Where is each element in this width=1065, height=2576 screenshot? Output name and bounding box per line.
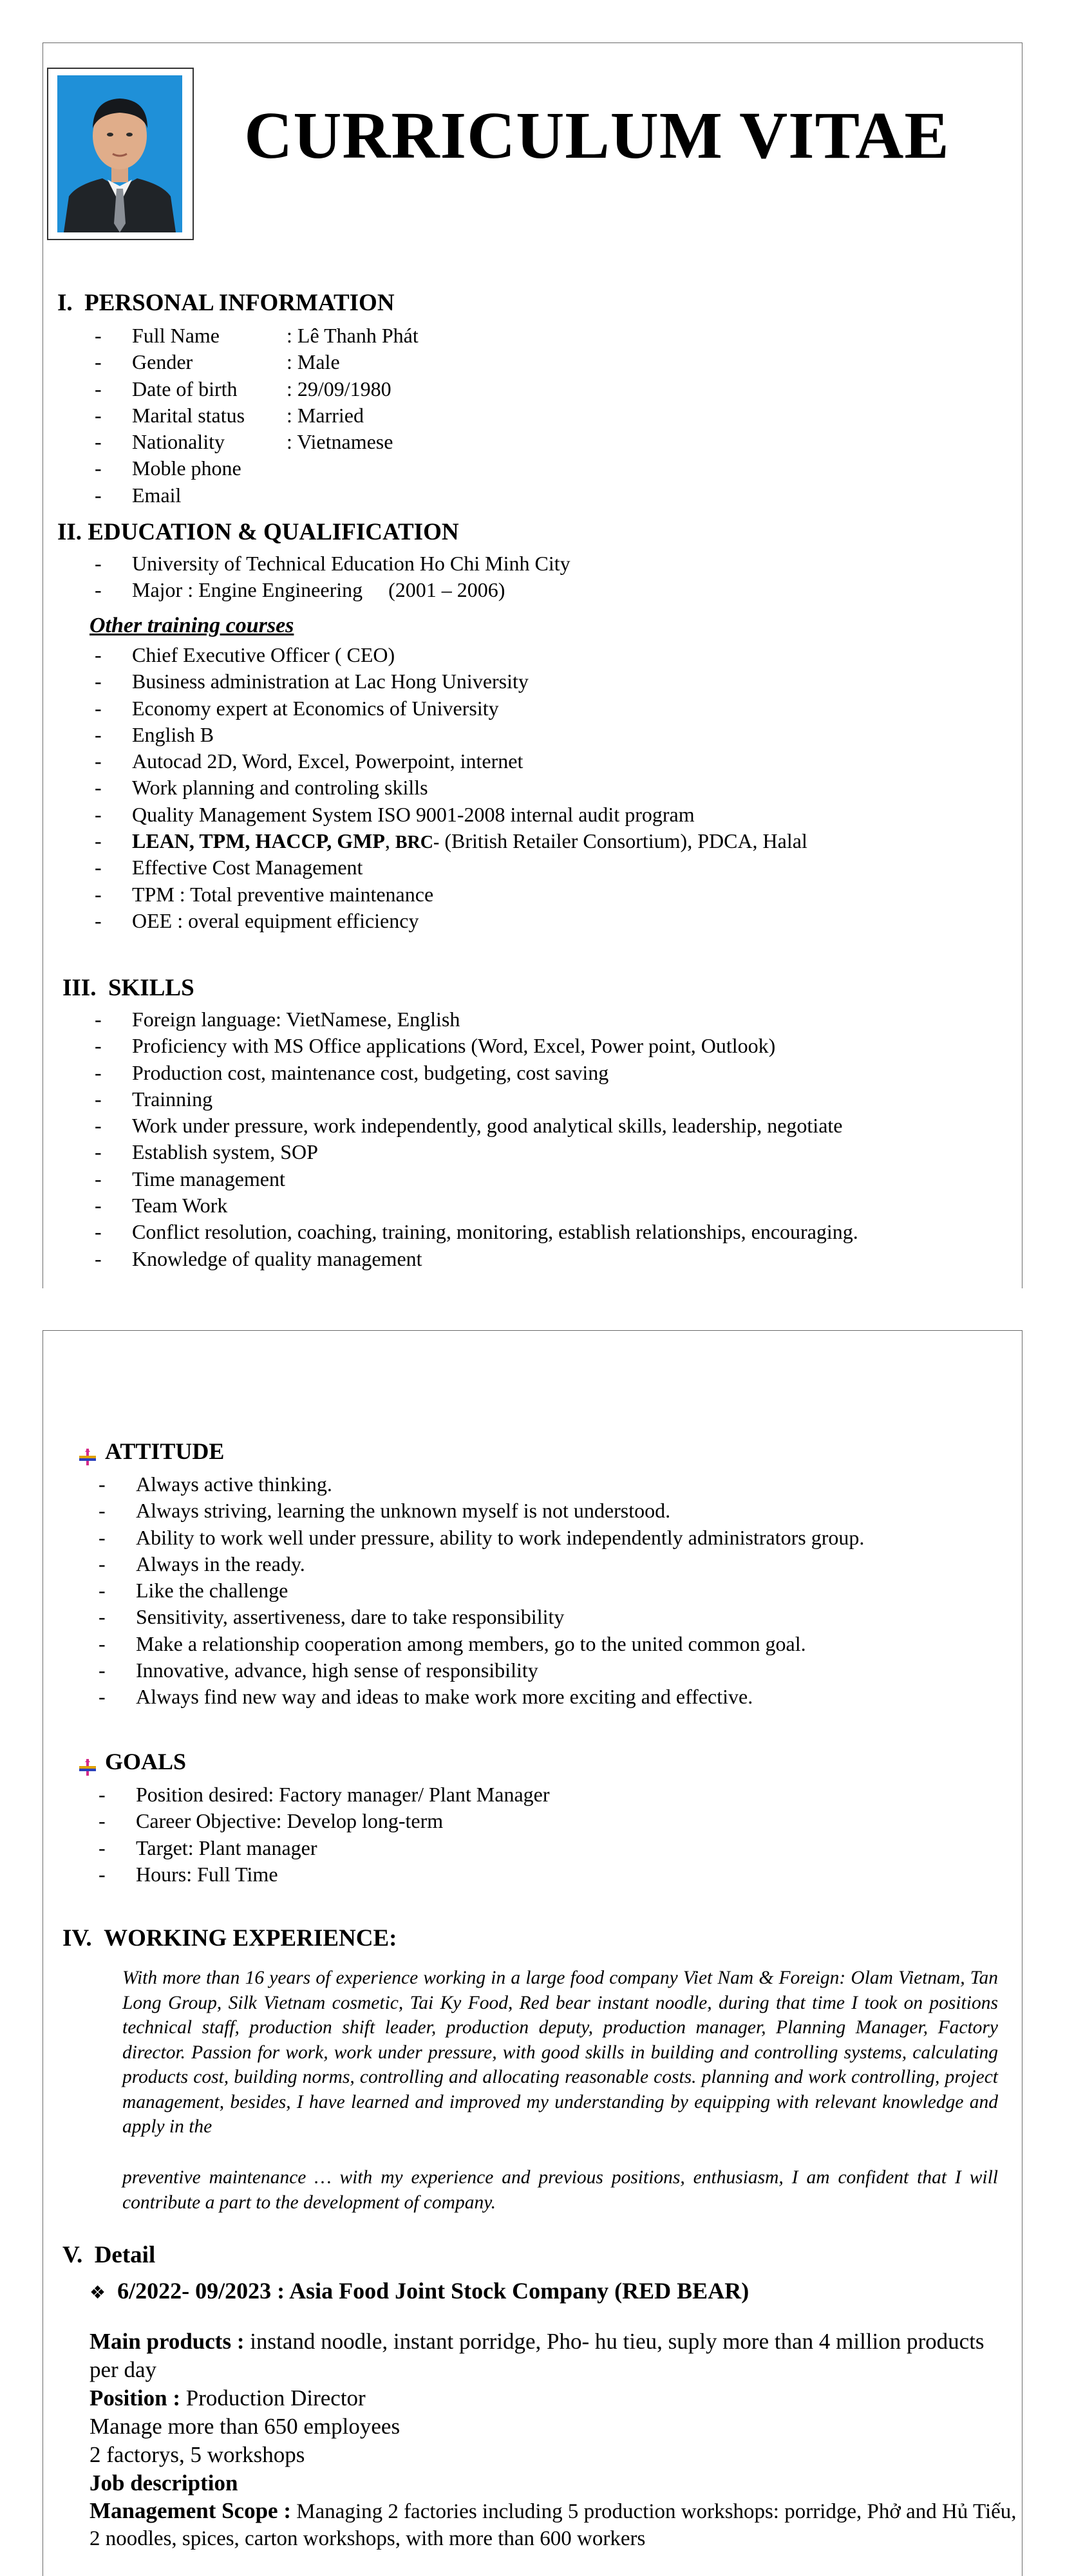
personal-info-list	[95, 323, 545, 509]
list-item: - TPM : Total preventive maintenance	[95, 882, 434, 906]
list-item: - Like the challenge	[99, 1579, 288, 1603]
list-item: - Make a relationship cooperation among members, go to the united common goal.	[99, 1631, 806, 1655]
list-item: - Always in the ready.	[99, 1552, 305, 1575]
list-item: - OEE : overal equipment efficiency	[95, 908, 419, 932]
list-item: - Always active thinking.	[99, 1472, 332, 1496]
list-item: - Sensitivity, assertiveness, dare to take responsibility	[99, 1605, 565, 1629]
list-item: - Nationality : Vietnamese	[95, 430, 393, 454]
working-experience-heading: IV. WORKING EXPERIENCE:	[62, 1925, 397, 1951]
list-item: - Hours: Full Time	[99, 1862, 278, 1886]
list-item: - Proficiency with MS Office applications (Word, Excel, Power point, Outlook)	[95, 1034, 776, 1058]
attitude-heading: ATTITUDE	[79, 1439, 224, 1465]
list-item: - Career Objective: Develop long-term	[99, 1809, 444, 1833]
management-scope: Management Scope : Managing 2 factories including 5 production workshops: porridge, Phở and Hủ Tiếu, 2 noodles, spices, carton workshops, with more than 600 workers	[90, 2498, 1017, 2550]
list-item: - Gender : Male	[95, 350, 340, 374]
list-item: - Major : Engine Engineering (2001 – 2006)	[95, 578, 505, 602]
list-item: - Always find new way and ideas to make work more exciting and effective.	[99, 1685, 753, 1709]
list-item: - English B	[95, 722, 214, 746]
list-item: - University of Technical Education Ho Chi Minh City	[95, 552, 570, 575]
section-title: PERSONAL INFORMATION	[84, 290, 395, 316]
personal-info-heading	[57, 290, 395, 317]
list-item: - Foreign language: VietNamese, English	[95, 1008, 460, 1031]
experience-summary-continued: preventive maintenance … with my experience and previous positions, enthusiasm, I am confident that I will contribute a part to the development of company.	[122, 2167, 998, 2213]
list-item: - Ability to work well under pressure, ability to work independently administrators group.	[99, 1525, 865, 1549]
list-item: - Conflict resolution, coaching, training, monitoring, establish relationships, encouraging.	[95, 1220, 858, 1244]
list-item: - Work planning and controling skills	[95, 776, 428, 800]
list-item: - Economy expert at Economics of University	[95, 696, 499, 720]
list-item: - Production cost, maintenance cost, budgeting, cost saving	[95, 1060, 609, 1084]
list-item: - Innovative, advance, high sense of responsibility	[99, 1659, 538, 1682]
list-item: - Trainning	[95, 1087, 213, 1111]
section-number: I.	[57, 290, 73, 316]
list-item: - Marital status : Married	[95, 403, 364, 427]
attitude-list	[99, 1471, 1013, 1711]
list-item: - LEAN, TPM, HACCP, GMP, BRC- (British Retailer Consortium), PDCA, Halal	[95, 829, 807, 853]
skills-heading: III. SKILLS	[62, 975, 194, 1001]
list-item: - Quality Management System ISO 9001-2008 internal audit program	[95, 802, 695, 826]
list-item: - Establish system, SOP	[95, 1140, 318, 1164]
arrow-bullet-icon	[79, 1445, 96, 1462]
position: Position : Production Director	[90, 2385, 366, 2411]
education-list	[95, 550, 996, 604]
list-item: - Date of birth : 29/09/1980	[95, 377, 391, 400]
list-item: - Team Work	[95, 1194, 228, 1217]
main-products: Main products : instand noodle, instant porridge, Pho- hu tieu, suply more than 4 million products per day	[90, 2329, 985, 2382]
list-item: - Full Name : Lê Thanh Phát	[95, 324, 419, 347]
list-item: - Moble phone	[95, 456, 241, 480]
profile-photo	[57, 75, 182, 232]
cv-page-2	[42, 1330, 1023, 2576]
portrait-image	[57, 75, 182, 232]
skills-list	[95, 1006, 1009, 1272]
list-item: - Always striving, learning the unknown myself is not understood.	[99, 1499, 671, 1523]
arrow-bullet-icon	[79, 1756, 96, 1772]
training-courses-list	[95, 642, 996, 934]
other-training-heading: Other training courses	[90, 614, 294, 637]
job-title: ❖ 6/2022- 09/2023 : Asia Food Joint Stock Company (RED BEAR)	[90, 2278, 749, 2304]
list-item: - Chief Executive Officer ( CEO)	[95, 643, 395, 666]
goals-heading: GOALS	[79, 1749, 186, 1775]
goals-list	[99, 1782, 1013, 1888]
list-item: - Position desired: Factory manager/ Plant Manager	[99, 1783, 550, 1806]
detail-heading: V. Detail	[62, 2242, 156, 2268]
list-item: - Work under pressure, work independently, good analytical skills, leadership, negotiate	[95, 1114, 843, 1138]
job-details	[90, 2327, 1017, 2552]
education-heading: II. EDUCATION & QUALIFICATION	[57, 519, 459, 545]
list-item: - Effective Cost Management	[95, 856, 363, 879]
list-item: - Knowledge of quality management	[95, 1246, 422, 1270]
document-title: CURRICULUM VITAE	[244, 99, 950, 173]
factories-line: 2 factorys, 5 workshops	[90, 2442, 305, 2467]
list-item: - Target: Plant manager	[99, 1836, 317, 1859]
profile-photo-frame	[47, 68, 194, 240]
experience-summary: With more than 16 years of experience working in a large food company Viet Nam & Foreign: Olam Vietnam, Tan Long Group, Silk Vietnam cosmetic, Tai Ky Food, Red bear instant noodle, during that time I took on positions technical staff, production shift leader, production deputy, production manager, Planning Manager, Factory director. Passion for work, work under pressure, with good skills in building and controlling systems, calculating products cost, building norms, controlling and allocating reasonable costs. planning and work controlling, project management, besides, I have learned and improved my understanding by equipping with relevant knowledge and apply in the	[122, 1968, 998, 2137]
list-item: - Email	[95, 483, 182, 507]
list-item: - Time management	[95, 1167, 285, 1190]
list-item: - Autocad 2D, Word, Excel, Powerpoint, internet	[95, 749, 523, 773]
job-description-label: Job description	[90, 2470, 238, 2496]
diamond-bullet-icon: ❖	[90, 2282, 106, 2303]
employees-line: Manage more than 650 employees	[90, 2414, 401, 2439]
list-item: - Business administration at Lac Hong University	[95, 670, 529, 693]
cv-page-1	[42, 42, 1023, 1288]
